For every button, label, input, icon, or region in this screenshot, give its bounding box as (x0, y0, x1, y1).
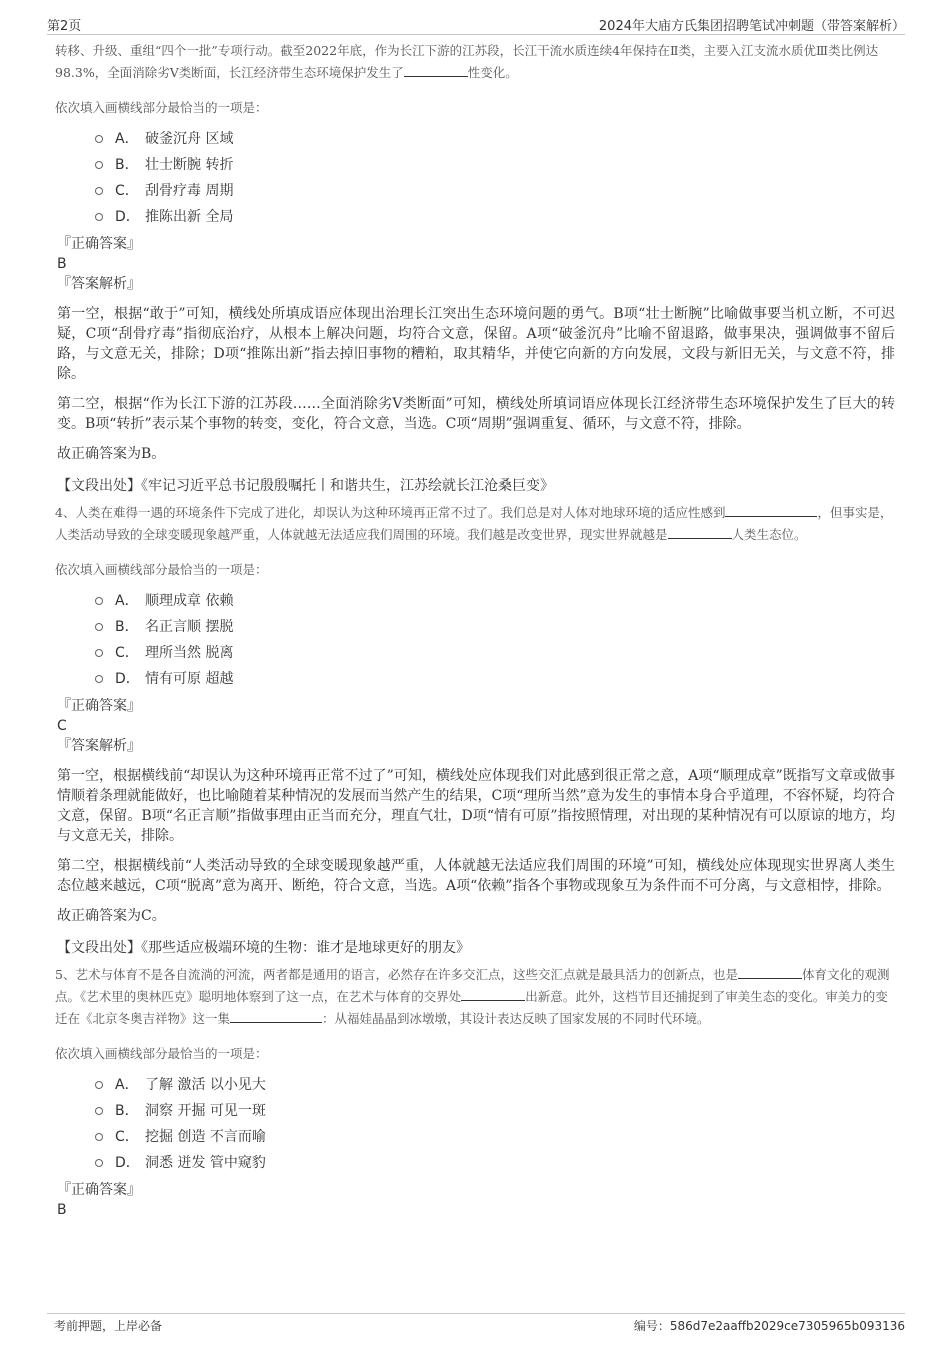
radio-icon[interactable] (95, 1081, 103, 1089)
option-c[interactable]: C． 刮骨疗毒 周期 (95, 178, 895, 204)
analysis-conclusion: 故正确答案为B。 (57, 446, 166, 462)
page-header (47, 14, 905, 35)
option-a[interactable]: A． 顺理成章 依赖 (95, 588, 895, 614)
options-list (95, 1072, 895, 1176)
page-number: 第2页 (47, 19, 82, 34)
passage-source: 【文段出处】《牢记习近平总书记殷殷嘱托丨和谐共生，江苏绘就长江沧桑巨变》 (57, 478, 554, 494)
analysis-label: 『答案解析』 (57, 738, 141, 754)
radio-icon[interactable] (95, 161, 103, 169)
analysis-conclusion: 故正确答案为C。 (57, 908, 166, 924)
radio-icon[interactable] (95, 135, 103, 143)
analysis-label: 『答案解析』 (57, 276, 141, 292)
analysis-paragraph-1: 第一空，根据“敢于”可知，横线处所填成语应体现出治理长江突出生态环境问题的勇气。B项“壮士断腕”比喻做事要当机立断，不可迟疑，C项“刮骨疗毒”指彻底治疗，从根本上解决问题，均符合文意，保留。A项“破釜沉舟”比喻不留退路，做事果决，强调做事不留后路，与文意无关，排除；D项“推陈出新”指去掉旧事物的糟粕，取其精华，并使它向新的方向发展，文段与新旧无关，与文意不符，排除。 (57, 306, 895, 382)
radio-icon[interactable] (95, 675, 103, 683)
option-c[interactable]: C． 挖掘 创造 不言而喻 (95, 1124, 895, 1150)
radio-icon[interactable] (95, 187, 103, 195)
radio-icon[interactable] (95, 1159, 103, 1167)
question-text: 5、艺术与体育不是各自流淌的河流，两者都是通用的语言，必然存在许多交汇点，这些交汇点就是最具活力的创新点，也是 体育文化的观测点。《艺术里的奥林匹克》聪明地体察到了这一点，在艺术与体育的交界处 出新意。此外，这档节目还捕捉到了审美生态的变化。审美力的变迁在《北京冬奥吉祥物》这一集 ：从福娃晶晶到冰墩墩，其设计表达反映了国家发展的不同时代环境。 (55, 964, 895, 1030)
option-b[interactable]: B． 壮士断腕 转折 (95, 152, 895, 178)
options-list (95, 588, 895, 692)
options-list (95, 126, 895, 230)
passage-source: 【文段出处】《那些适应极端环境的生物：谁才是地球更好的朋友》 (57, 940, 470, 956)
correct-answer-label: 『正确答案』 (57, 698, 141, 714)
question-4 (55, 502, 895, 958)
option-b[interactable]: B． 名正言顺 摆脱 (95, 614, 895, 640)
page-footer (47, 1313, 905, 1336)
option-a[interactable]: A． 了解 激活 以小见大 (95, 1072, 895, 1098)
question-3 (55, 40, 895, 496)
analysis-paragraph-2: 第二空，根据“作为长江下游的江苏段……全面消除劣Ⅴ类断面”可知，横线处所填词语应体现长江经济带生态环境保护发生了巨大的转变。B项“转折”表示某个事物的转变，变化，符合文意，当选。C项“周期”强调重复、循环，与文意不符，排除。 (57, 396, 895, 432)
option-d[interactable]: D． 情有可原 超越 (95, 666, 895, 692)
question-prompt: 依次填入画横线部分最恰当的一项是： (55, 100, 268, 115)
question-text: 转移、升级、重组“四个一批”专项行动。截至2022年底，作为长江下游的江苏段，长江干流水质连续4年保持在Ⅱ类，主要入江支流水质优Ⅲ类比例达98.3%，全面消除劣Ⅴ类断面，长江经济带生态环境保护发生了 性变化。 (55, 43, 879, 80)
option-d[interactable]: D． 洞悉 迸发 管中窥豹 (95, 1150, 895, 1176)
question-prompt: 依次填入画横线部分最恰当的一项是： (55, 1046, 268, 1061)
option-b[interactable]: B． 洞察 开掘 可见一斑 (95, 1098, 895, 1124)
radio-icon[interactable] (95, 649, 103, 657)
question-text: 4、人类在难得一遇的环境条件下完成了进化，却误认为这种环境再正常不过了。我们总是对人体对地球环境的适应性感到 ，但事实是，人类活动导致的全球变暖现象越严重，人体就越无法适应我们周围的环境。我们越是改变世界，现实世界就越是 人类生态位。 (55, 502, 895, 546)
radio-icon[interactable] (95, 213, 103, 221)
fill-blank (230, 1008, 322, 1023)
fill-blank (725, 502, 817, 517)
fill-blank (404, 62, 468, 77)
radio-icon[interactable] (95, 1107, 103, 1115)
fill-blank (461, 986, 525, 1001)
correct-answer-value: B (57, 1202, 67, 1218)
correct-answer-value: B (57, 256, 67, 272)
document-id: 编号：586d7e2aaffb2029ce7305965b093136 (633, 1319, 905, 1333)
option-c[interactable]: C． 理所当然 脱离 (95, 640, 895, 666)
radio-icon[interactable] (95, 623, 103, 631)
correct-answer-label: 『正确答案』 (57, 1182, 141, 1198)
analysis-paragraph-2: 第二空，根据横线前“人类活动导致的全球变暖现象越严重，人体就越无法适应我们周围的环境”可知，横线处应体现现实世界离人类生态位越来越远，C项“脱离”意为离开、断绝，符合文意，当选。A项“依赖”指各个事物或现象互为条件而不可分离，与文意相悖，排除。 (57, 858, 895, 894)
option-d[interactable]: D． 推陈出新 全局 (95, 204, 895, 230)
correct-answer-value: C (57, 718, 67, 734)
question-5 (55, 964, 895, 1220)
document-title: 2024年大庙方氏集团招聘笔试冲刺题（带答案解析） (598, 19, 905, 34)
fill-blank (668, 524, 732, 539)
question-prompt: 依次填入画横线部分最恰当的一项是： (55, 562, 268, 577)
radio-icon[interactable] (95, 597, 103, 605)
radio-icon[interactable] (95, 1133, 103, 1141)
footer-slogan: 考前押题，上岸必备 (54, 1319, 163, 1333)
analysis-paragraph-1: 第一空，根据横线前“却误认为这种环境再正常不过了”可知，横线处应体现我们对此感到很正常之意，A项“顺理成章”既指写文章或做事情顺着条理就能做好，也比喻随着某种情况的发展而当然产生的结果，C项“理所当然”意为发生的事情本身合乎道理，不容怀疑，均符合文意，保留。B项“名正言顺”指做事理由正当而充分，理直气壮，D项“情有可原”指按照情理，对出现的某种情况有可以原谅的地方，均与文意无关，排除。 (57, 768, 895, 844)
fill-blank (738, 964, 802, 979)
correct-answer-label: 『正确答案』 (57, 236, 141, 252)
option-a[interactable]: A． 破釜沉舟 区域 (95, 126, 895, 152)
document-body (55, 40, 895, 1220)
